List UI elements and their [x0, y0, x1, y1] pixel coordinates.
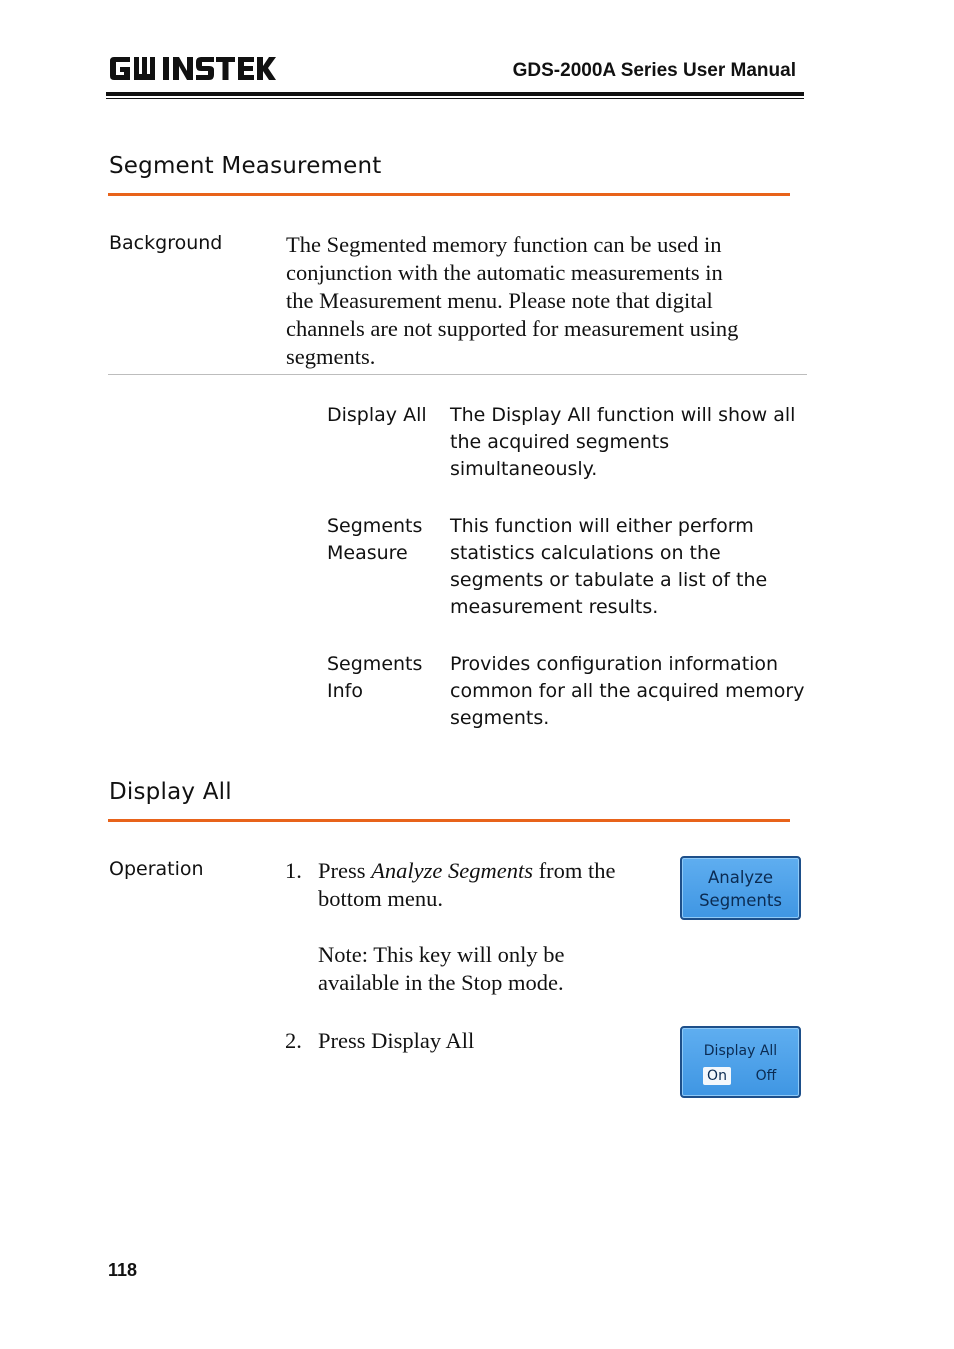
step-1-text: Press Analyze Segments from the bottom menu.	[318, 858, 616, 911]
term-segments-measure: Segments Measure	[327, 515, 423, 564]
step-2-number: 2.	[285, 1028, 302, 1053]
on-option: On	[707, 1068, 727, 1084]
section-rule	[108, 819, 790, 822]
analyze-segments-softkey: Analyze Segments	[680, 856, 801, 920]
desc-display-all: The Display All function will show all the acquired segments simultaneously.	[450, 404, 796, 480]
manual-title: GDS-2000A Series User Manual	[512, 60, 796, 81]
background-divider	[108, 374, 807, 375]
off-option: Off	[755, 1068, 777, 1084]
section-title-segment-measurement: Segment Measurement	[109, 153, 382, 179]
term-display-all: Display All	[327, 404, 427, 426]
operation-label: Operation	[109, 858, 204, 880]
desc-segments-info: Provides configuration information common for all the acquired memory segments.	[450, 653, 805, 729]
display-all-softkey	[680, 1026, 801, 1098]
background-text: The Segmented memory function can be used in conjunction with the automatic measurements in the Measurement menu. Please note that digital channels are not supported for measurement using segments.	[286, 232, 739, 369]
page-number: 118	[108, 1260, 138, 1280]
gw-instek-logo	[108, 54, 278, 84]
section-rule	[108, 193, 790, 196]
desc-segments-measure: This function will either perform statistics calculations on the segments or tabulate a list of the measurement results.	[450, 515, 768, 618]
note-text: Note: This key will only be available in the Stop mode.	[318, 942, 565, 995]
display-all-softkey-label: Display All	[703, 1043, 778, 1059]
step-1-number: 1.	[285, 858, 302, 883]
step-2-text: Press Display All	[318, 1028, 475, 1053]
term-segments-info: Segments Info	[327, 653, 423, 702]
background-label: Background	[109, 232, 223, 254]
section-title-display-all: Display All	[109, 779, 232, 805]
header-rule	[106, 92, 804, 96]
header-rule-thin	[106, 98, 804, 99]
